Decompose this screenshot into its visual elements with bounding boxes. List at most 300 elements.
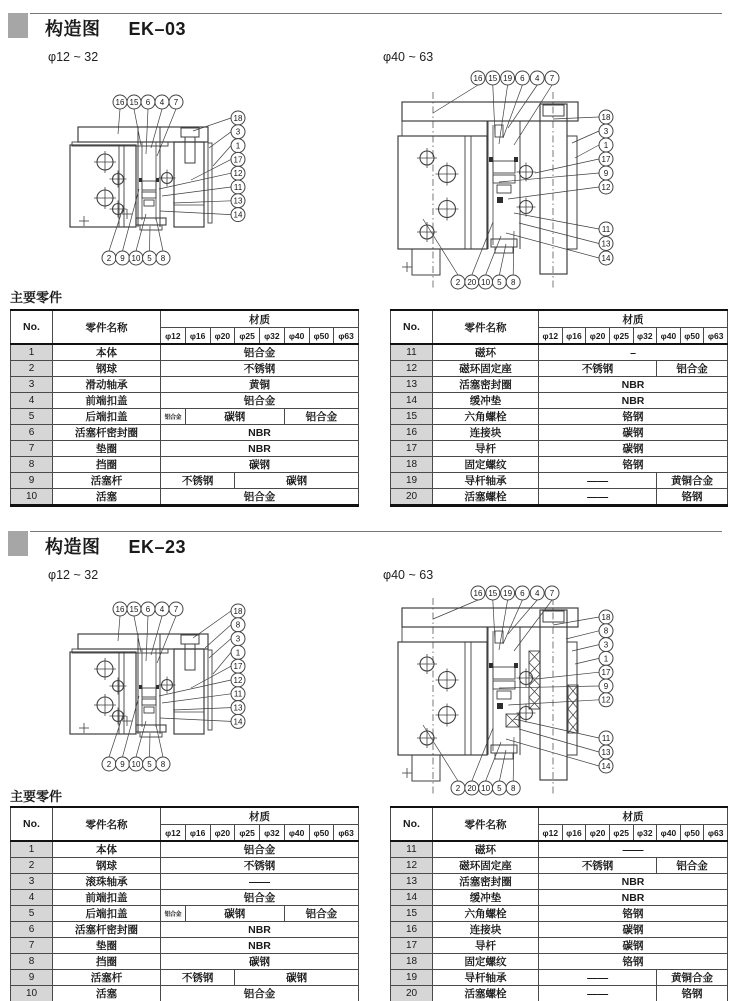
part-material: NBR bbox=[539, 874, 728, 890]
svg-text:19: 19 bbox=[503, 588, 513, 598]
callout-11 bbox=[231, 180, 245, 194]
part-material: 碳钢 bbox=[185, 409, 284, 425]
part-material: NBR bbox=[539, 890, 728, 906]
table-row bbox=[11, 841, 359, 858]
callout-15 bbox=[127, 602, 141, 616]
svg-text:14: 14 bbox=[601, 253, 611, 263]
col-header-part-name: 零件名称 bbox=[433, 807, 539, 841]
callout-5 bbox=[492, 275, 506, 289]
callout-15 bbox=[486, 586, 500, 600]
diagram-ek03-small-bore bbox=[62, 85, 312, 270]
part-material: 铝合金 bbox=[284, 409, 358, 425]
callout-16 bbox=[471, 586, 485, 600]
part-material: —— bbox=[539, 489, 657, 506]
svg-text:5: 5 bbox=[497, 277, 502, 287]
svg-text:14: 14 bbox=[233, 717, 243, 727]
svg-text:11: 11 bbox=[233, 689, 243, 699]
table-row bbox=[391, 922, 728, 938]
table-row bbox=[11, 922, 359, 938]
callout-12 bbox=[599, 693, 613, 707]
svg-text:9: 9 bbox=[120, 759, 125, 769]
col-header-bore-size: φ25 bbox=[235, 825, 260, 842]
parts-heading-ek03: 主要零件 bbox=[10, 290, 63, 305]
col-header-no: No. bbox=[391, 807, 433, 841]
part-material: 碳钢 bbox=[235, 970, 359, 986]
callout-15 bbox=[127, 95, 141, 109]
table-row bbox=[391, 344, 728, 361]
callout-11 bbox=[599, 222, 613, 236]
col-header-bore-size: φ50 bbox=[309, 328, 334, 345]
svg-text:15: 15 bbox=[488, 73, 498, 83]
col-header-no: No. bbox=[11, 310, 53, 344]
part-name: 缓冲垫 bbox=[433, 393, 539, 409]
col-header-bore-size: φ20 bbox=[586, 328, 610, 345]
callout-9 bbox=[116, 757, 130, 771]
callout-7 bbox=[169, 602, 183, 616]
part-material: 铝合金 bbox=[657, 361, 728, 377]
svg-text:13: 13 bbox=[601, 239, 611, 249]
part-name: 滑动轴承 bbox=[53, 377, 161, 393]
section-title-text: 构造图 bbox=[45, 19, 101, 39]
part-no: 3 bbox=[11, 874, 53, 890]
table-row bbox=[391, 361, 728, 377]
svg-text:12: 12 bbox=[601, 695, 611, 705]
table-row bbox=[391, 441, 728, 457]
bore-range-label-small: φ12 ~ 32 bbox=[48, 50, 99, 64]
part-name: 活塞密封圈 bbox=[433, 874, 539, 890]
table-row bbox=[391, 409, 728, 425]
svg-text:18: 18 bbox=[233, 606, 243, 616]
table-row bbox=[391, 377, 728, 393]
part-material: NBR bbox=[539, 393, 728, 409]
part-name: 缓冲垫 bbox=[433, 890, 539, 906]
part-no: 13 bbox=[391, 377, 433, 393]
svg-text:6: 6 bbox=[520, 73, 525, 83]
col-header-bore-size: φ12 bbox=[161, 328, 186, 345]
part-name: 垫圈 bbox=[53, 441, 161, 457]
svg-text:16: 16 bbox=[473, 73, 483, 83]
part-material: 黄铜合金 bbox=[657, 970, 728, 986]
col-header-bore-size: φ50 bbox=[309, 825, 334, 842]
part-name: 活塞 bbox=[53, 489, 161, 506]
col-header-bore-size: φ63 bbox=[704, 825, 728, 842]
part-material: 碳钢 bbox=[539, 922, 728, 938]
part-no: 9 bbox=[11, 970, 53, 986]
callout-13 bbox=[231, 701, 245, 715]
part-no: 8 bbox=[11, 954, 53, 970]
part-material: NBR bbox=[539, 377, 728, 393]
part-no: 20 bbox=[391, 986, 433, 1001]
part-material: 不锈钢 bbox=[161, 858, 359, 874]
part-name: 挡圈 bbox=[53, 457, 161, 473]
part-material: —— bbox=[161, 874, 359, 890]
part-no: 2 bbox=[11, 858, 53, 874]
callout-19 bbox=[501, 71, 515, 85]
col-header-bore-size: φ16 bbox=[185, 328, 210, 345]
table-row bbox=[11, 890, 359, 906]
part-no: 6 bbox=[11, 425, 53, 441]
svg-text:9: 9 bbox=[603, 168, 609, 178]
part-name: 活塞杆 bbox=[53, 473, 161, 489]
svg-text:5: 5 bbox=[497, 783, 502, 793]
part-no: 18 bbox=[391, 954, 433, 970]
table-row bbox=[391, 858, 728, 874]
table-row bbox=[391, 874, 728, 890]
col-header-bore-size: φ12 bbox=[161, 825, 186, 842]
col-header-bore-size: φ50 bbox=[680, 328, 704, 345]
callout-18 bbox=[599, 110, 613, 124]
svg-text:16: 16 bbox=[115, 604, 125, 614]
part-name: 活塞杆密封圈 bbox=[53, 922, 161, 938]
col-header-material: 材质 bbox=[539, 807, 728, 825]
part-no: 4 bbox=[11, 890, 53, 906]
part-name: 本体 bbox=[53, 841, 161, 858]
callout-6 bbox=[141, 602, 155, 616]
part-material: —— bbox=[539, 841, 728, 858]
part-no: 3 bbox=[11, 377, 53, 393]
callout-6 bbox=[515, 71, 529, 85]
callout-9 bbox=[116, 251, 130, 265]
part-name: 六角螺栓 bbox=[433, 409, 539, 425]
callout-16 bbox=[113, 95, 127, 109]
svg-text:12: 12 bbox=[601, 182, 611, 192]
part-name: 磁环 bbox=[433, 344, 539, 361]
table-row bbox=[391, 473, 728, 489]
part-no: 15 bbox=[391, 906, 433, 922]
col-header-bore-size: φ40 bbox=[284, 328, 309, 345]
callout-1 bbox=[231, 139, 245, 153]
part-name: 活塞 bbox=[53, 986, 161, 1001]
svg-text:6: 6 bbox=[520, 588, 525, 598]
part-name: 活塞螺栓 bbox=[433, 489, 539, 506]
col-header-bore-size: φ20 bbox=[210, 328, 235, 345]
col-header-bore-size: φ32 bbox=[260, 328, 285, 345]
callout-6 bbox=[515, 586, 529, 600]
part-no: 12 bbox=[391, 858, 433, 874]
svg-text:5: 5 bbox=[147, 759, 152, 769]
callout-1 bbox=[599, 138, 613, 152]
col-header-no: No. bbox=[11, 807, 53, 841]
svg-text:8: 8 bbox=[235, 620, 241, 630]
section-model-text: EK–03 bbox=[128, 19, 187, 39]
svg-text:15: 15 bbox=[488, 588, 498, 598]
svg-text:16: 16 bbox=[115, 97, 125, 107]
svg-text:5: 5 bbox=[147, 253, 152, 263]
svg-text:10: 10 bbox=[481, 783, 491, 793]
callout-4 bbox=[155, 602, 169, 616]
table-row bbox=[391, 425, 728, 441]
part-material: 铝合金 bbox=[161, 409, 186, 425]
section-title-ek03 bbox=[45, 15, 186, 41]
part-no: 11 bbox=[391, 841, 433, 858]
svg-text:1: 1 bbox=[235, 648, 241, 658]
callout-14 bbox=[231, 208, 245, 222]
part-no: 12 bbox=[391, 361, 433, 377]
part-name: 活塞密封圈 bbox=[433, 377, 539, 393]
part-no: 17 bbox=[391, 938, 433, 954]
part-material: 不锈钢 bbox=[161, 970, 235, 986]
svg-text:8: 8 bbox=[160, 253, 166, 263]
part-no: 7 bbox=[11, 938, 53, 954]
table-row bbox=[11, 344, 359, 361]
part-name: 导杆轴承 bbox=[433, 970, 539, 986]
callout-17 bbox=[599, 152, 613, 166]
svg-text:18: 18 bbox=[233, 113, 243, 123]
svg-text:9: 9 bbox=[603, 681, 609, 691]
callout-11 bbox=[599, 731, 613, 745]
part-material: 铝合金 bbox=[161, 906, 186, 922]
col-header-bore-size: φ20 bbox=[210, 825, 235, 842]
part-no: 19 bbox=[391, 970, 433, 986]
part-material: 铝合金 bbox=[161, 393, 359, 409]
svg-text:9: 9 bbox=[120, 253, 125, 263]
callout-3 bbox=[231, 632, 245, 646]
callout-12 bbox=[599, 180, 613, 194]
table-row bbox=[391, 938, 728, 954]
svg-text:7: 7 bbox=[549, 73, 555, 83]
part-name: 导杆 bbox=[433, 441, 539, 457]
callout-3 bbox=[599, 638, 613, 652]
svg-text:7: 7 bbox=[173, 97, 179, 107]
part-name: 固定螺纹 bbox=[433, 457, 539, 473]
part-no: 11 bbox=[391, 344, 433, 361]
callout-8 bbox=[156, 757, 170, 771]
part-material: —— bbox=[539, 473, 657, 489]
svg-text:14: 14 bbox=[601, 761, 611, 771]
svg-text:19: 19 bbox=[503, 73, 513, 83]
table-row bbox=[11, 425, 359, 441]
parts-table-ek23-right bbox=[390, 806, 728, 1001]
callout-8 bbox=[231, 618, 245, 632]
svg-text:3: 3 bbox=[235, 634, 241, 644]
part-no: 16 bbox=[391, 425, 433, 441]
svg-text:4: 4 bbox=[159, 604, 165, 614]
svg-text:16: 16 bbox=[473, 588, 483, 598]
table-row bbox=[11, 986, 359, 1001]
part-no: 1 bbox=[11, 344, 53, 361]
part-name: 滚珠轴承 bbox=[53, 874, 161, 890]
callout-14 bbox=[231, 714, 245, 728]
callout-6 bbox=[141, 95, 155, 109]
part-material: 铝合金 bbox=[161, 890, 359, 906]
callout-17 bbox=[231, 152, 245, 166]
svg-text:3: 3 bbox=[603, 640, 609, 650]
callout-7 bbox=[545, 71, 559, 85]
svg-text:6: 6 bbox=[145, 97, 151, 107]
diagram-ek03-large-bore bbox=[385, 61, 625, 296]
svg-text:11: 11 bbox=[601, 224, 611, 234]
part-no: 19 bbox=[391, 473, 433, 489]
callout-8 bbox=[506, 781, 520, 795]
part-material: —— bbox=[539, 970, 657, 986]
callout-16 bbox=[113, 602, 127, 616]
col-header-bore-size: φ63 bbox=[334, 328, 359, 345]
part-material: – bbox=[539, 344, 728, 361]
part-name: 后端扣盖 bbox=[53, 409, 161, 425]
svg-text:10: 10 bbox=[481, 277, 491, 287]
part-name: 钢球 bbox=[53, 858, 161, 874]
callout-2 bbox=[451, 275, 465, 289]
svg-text:11: 11 bbox=[601, 733, 611, 743]
part-no: 6 bbox=[11, 922, 53, 938]
section-model-text: EK–23 bbox=[128, 537, 187, 557]
part-no: 13 bbox=[391, 874, 433, 890]
table-row bbox=[391, 906, 728, 922]
svg-text:4: 4 bbox=[159, 97, 165, 107]
svg-text:11: 11 bbox=[233, 182, 243, 192]
part-material: 不锈钢 bbox=[539, 858, 657, 874]
col-header-bore-size: φ20 bbox=[586, 825, 610, 842]
svg-text:8: 8 bbox=[603, 626, 609, 636]
callout-16 bbox=[471, 71, 485, 85]
callout-1 bbox=[599, 651, 613, 665]
col-header-bore-size: φ16 bbox=[185, 825, 210, 842]
table-row bbox=[391, 970, 728, 986]
part-material: 不锈钢 bbox=[161, 361, 359, 377]
svg-text:15: 15 bbox=[129, 97, 139, 107]
svg-text:10: 10 bbox=[131, 253, 141, 263]
callout-3 bbox=[599, 124, 613, 138]
svg-text:17: 17 bbox=[233, 662, 243, 672]
callout-5 bbox=[492, 781, 506, 795]
part-no: 4 bbox=[11, 393, 53, 409]
table-row bbox=[11, 409, 359, 425]
svg-text:2: 2 bbox=[455, 277, 461, 287]
part-material: 铬钢 bbox=[539, 457, 728, 473]
svg-text:13: 13 bbox=[233, 703, 243, 713]
callout-3 bbox=[231, 125, 245, 139]
svg-text:13: 13 bbox=[233, 196, 243, 206]
callout-4 bbox=[530, 71, 544, 85]
part-material: 不锈钢 bbox=[539, 361, 657, 377]
part-name: 连接块 bbox=[433, 922, 539, 938]
part-material: 碳钢 bbox=[539, 425, 728, 441]
col-header-bore-size: φ16 bbox=[562, 825, 586, 842]
part-no: 20 bbox=[391, 489, 433, 506]
section-divider bbox=[30, 13, 722, 14]
callout-11 bbox=[231, 687, 245, 701]
part-material: 黄铜合金 bbox=[657, 473, 728, 489]
parts-heading-ek23: 主要零件 bbox=[10, 789, 63, 804]
table-row bbox=[391, 986, 728, 1001]
svg-text:8: 8 bbox=[510, 783, 516, 793]
part-no: 17 bbox=[391, 441, 433, 457]
svg-text:2: 2 bbox=[106, 253, 112, 263]
part-material: 不锈钢 bbox=[161, 473, 235, 489]
part-no: 2 bbox=[11, 361, 53, 377]
callout-2 bbox=[451, 781, 465, 795]
svg-text:7: 7 bbox=[173, 604, 179, 614]
table-row bbox=[11, 906, 359, 922]
svg-text:20: 20 bbox=[467, 277, 477, 287]
svg-text:13: 13 bbox=[601, 747, 611, 757]
callout-5 bbox=[143, 251, 157, 265]
table-row bbox=[11, 858, 359, 874]
part-name: 连接块 bbox=[433, 425, 539, 441]
col-header-bore-size: φ25 bbox=[235, 328, 260, 345]
part-name: 后端扣盖 bbox=[53, 906, 161, 922]
table-row bbox=[11, 377, 359, 393]
svg-text:17: 17 bbox=[601, 668, 611, 678]
part-no: 10 bbox=[11, 986, 53, 1001]
col-header-bore-size: φ32 bbox=[260, 825, 285, 842]
table-row bbox=[11, 361, 359, 377]
svg-text:10: 10 bbox=[131, 759, 141, 769]
col-header-bore-size: φ40 bbox=[657, 825, 681, 842]
part-material: 碳钢 bbox=[539, 441, 728, 457]
callout-10 bbox=[479, 781, 493, 795]
part-material: 铬钢 bbox=[539, 409, 728, 425]
part-material: NBR bbox=[161, 441, 359, 457]
part-material: —— bbox=[539, 986, 657, 1001]
col-header-bore-size: φ32 bbox=[633, 825, 657, 842]
svg-text:2: 2 bbox=[455, 783, 461, 793]
part-material: 铝合金 bbox=[161, 841, 359, 858]
part-material: 碳钢 bbox=[161, 954, 359, 970]
col-header-material: 材质 bbox=[539, 310, 728, 328]
col-header-no: No. bbox=[391, 310, 433, 344]
svg-text:8: 8 bbox=[510, 277, 516, 287]
diagram-ek23-small-bore bbox=[62, 592, 312, 777]
part-material: 碳钢 bbox=[235, 473, 359, 489]
part-no: 1 bbox=[11, 841, 53, 858]
parts-table-ek23-left bbox=[10, 806, 359, 1001]
part-material: 铝合金 bbox=[657, 858, 728, 874]
col-header-bore-size: φ63 bbox=[334, 825, 359, 842]
callout-9 bbox=[599, 166, 613, 180]
part-material: NBR bbox=[161, 425, 359, 441]
section-title-text: 构造图 bbox=[45, 537, 101, 557]
col-header-part-name: 零件名称 bbox=[433, 310, 539, 344]
part-name: 本体 bbox=[53, 344, 161, 361]
table-row bbox=[11, 954, 359, 970]
col-header-bore-size: φ25 bbox=[609, 328, 633, 345]
col-header-bore-size: φ32 bbox=[633, 328, 657, 345]
col-header-bore-size: φ50 bbox=[680, 825, 704, 842]
svg-text:18: 18 bbox=[601, 612, 611, 622]
svg-text:20: 20 bbox=[467, 783, 477, 793]
callout-13 bbox=[599, 745, 613, 759]
section-title-ek23 bbox=[45, 533, 186, 559]
col-header-material: 材质 bbox=[161, 310, 359, 328]
table-row bbox=[11, 473, 359, 489]
callout-14 bbox=[599, 759, 613, 773]
part-name: 钢球 bbox=[53, 361, 161, 377]
part-material: NBR bbox=[161, 938, 359, 954]
svg-text:4: 4 bbox=[534, 588, 540, 598]
bore-range-label-large: φ40 ~ 63 bbox=[383, 50, 434, 64]
part-name: 固定螺纹 bbox=[433, 954, 539, 970]
callout-9 bbox=[599, 679, 613, 693]
part-no: 14 bbox=[391, 393, 433, 409]
callout-1 bbox=[231, 645, 245, 659]
part-no: 5 bbox=[11, 906, 53, 922]
part-name: 六角螺栓 bbox=[433, 906, 539, 922]
col-header-bore-size: φ12 bbox=[539, 825, 563, 842]
svg-text:1: 1 bbox=[235, 141, 241, 151]
callout-15 bbox=[486, 71, 500, 85]
part-name: 前端扣盖 bbox=[53, 393, 161, 409]
col-header-part-name: 零件名称 bbox=[53, 310, 161, 344]
part-material: 碳钢 bbox=[185, 906, 284, 922]
section-divider bbox=[30, 531, 722, 532]
callout-17 bbox=[599, 665, 613, 679]
part-no: 18 bbox=[391, 457, 433, 473]
svg-text:4: 4 bbox=[534, 73, 540, 83]
callout-8 bbox=[506, 275, 520, 289]
callout-7 bbox=[545, 586, 559, 600]
part-no: 9 bbox=[11, 473, 53, 489]
